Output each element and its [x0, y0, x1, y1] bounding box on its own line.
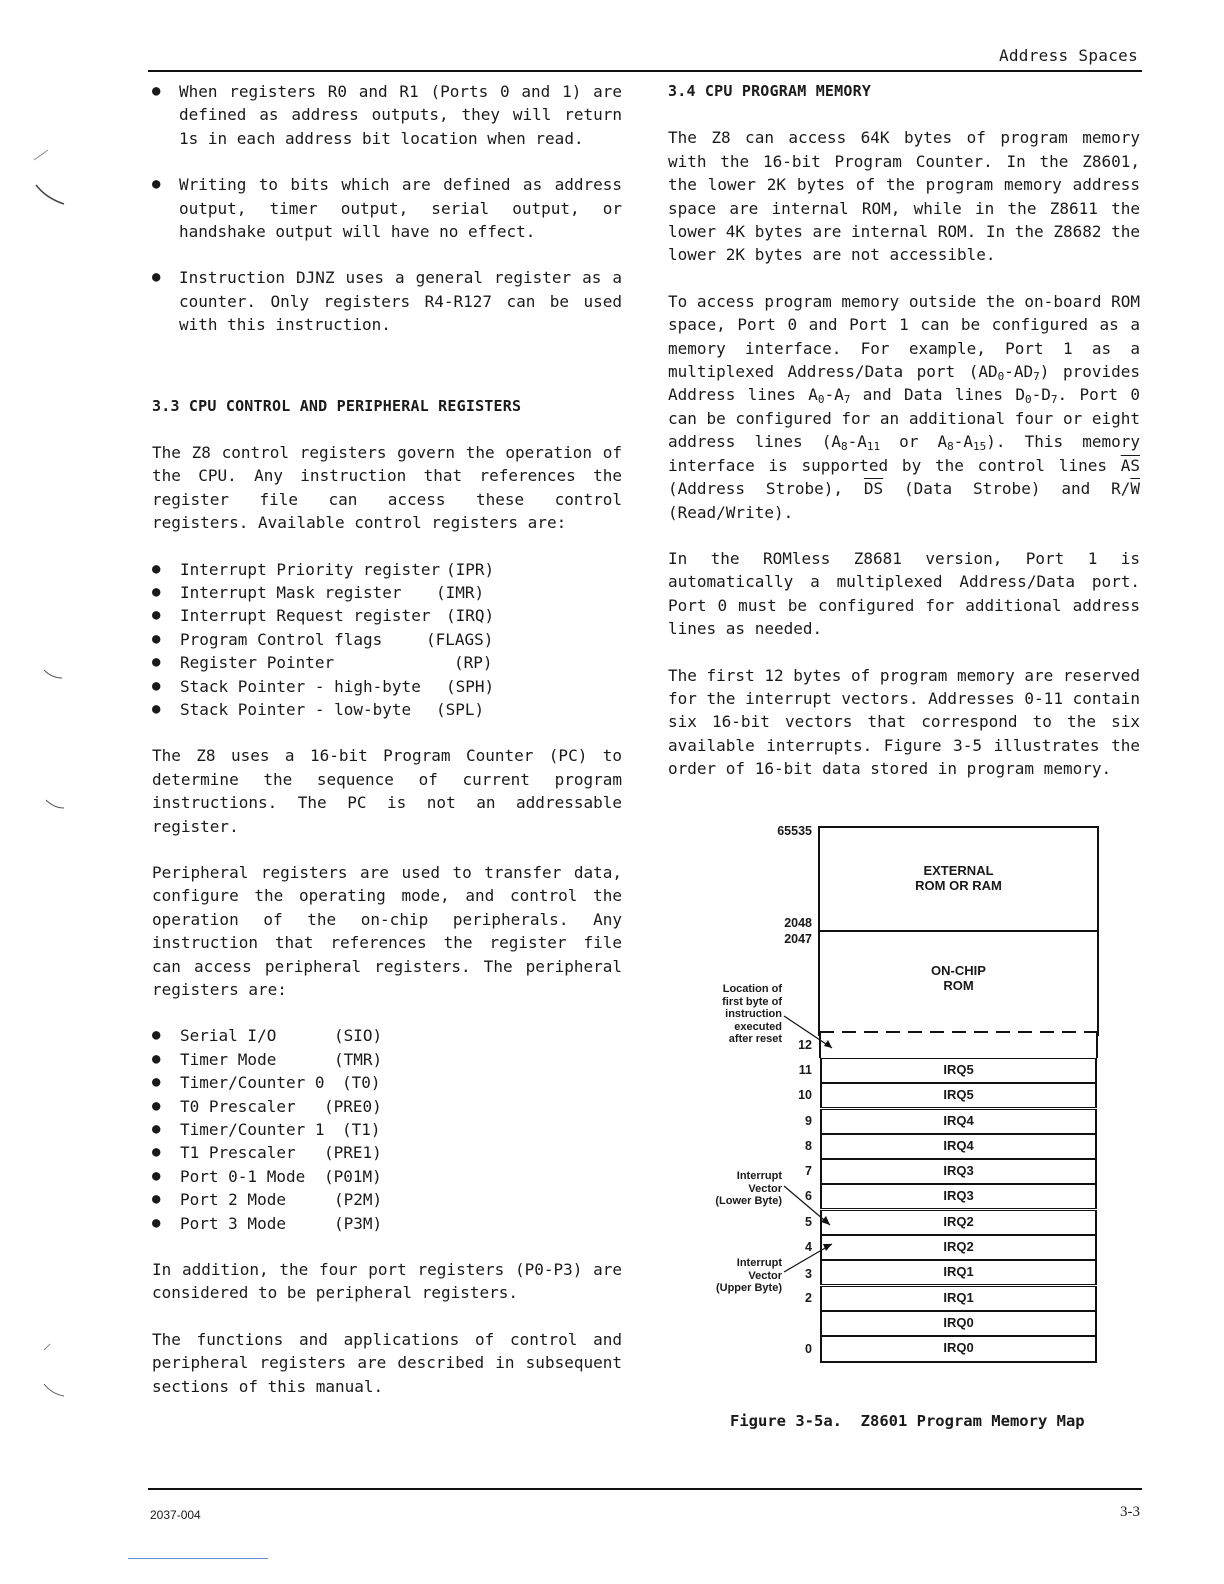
list-item: ● T1 Prescaler (PRE1)	[152, 1143, 382, 1163]
list-item: ● Stack Pointer - high-byte (SPH)	[152, 676, 495, 696]
address-label: 3	[805, 1267, 812, 1281]
address-label: 2047	[784, 932, 812, 946]
memory-cell: IRQ0	[820, 1336, 1097, 1363]
memory-cell: IRQ3	[820, 1184, 1097, 1209]
list-item: ● Stack Pointer - low-byte (SPL)	[152, 700, 485, 720]
paragraph-program-counter: The Z8 uses a 16-bit Program Counter (PC) to determine the sequence of current program instructions. The PC is not an addressable register.	[152, 746, 622, 836]
address-label: 0	[805, 1342, 812, 1356]
memory-cell: IRQ0	[820, 1311, 1097, 1336]
address-label: 8	[805, 1139, 812, 1153]
left-column	[152, 80, 622, 1398]
right-column	[668, 80, 1140, 781]
memory-cell: IRQ5	[820, 1058, 1097, 1083]
list-item: ● T0 Prescaler (PRE0)	[152, 1096, 382, 1116]
address-label: 2048	[784, 916, 812, 930]
section-heading-3-4: 3.4 CPU PROGRAM MEMORY	[668, 82, 872, 100]
address-label: 2	[805, 1291, 812, 1305]
paragraph-program-memory: The Z8 can access 64K bytes of program memory with the 16-bit Program Counter. In the Z8601, the lower 2K bytes of the program memory address space are internal ROM, while in the Z8611 the lower 4K bytes are internal ROM. In the Z8682 the lower 2K bytes are not accessible.	[668, 128, 1141, 265]
address-label: 11	[798, 1063, 812, 1077]
list-item: ● Interrupt Request register (IRQ)	[152, 606, 495, 626]
header-rule	[148, 70, 1142, 72]
paragraph-functions: The functions and applications of control and peripheral registers are described in subsequent sections of this manual.	[152, 1329, 622, 1396]
onchip-label: ON-CHIP ROM	[931, 963, 986, 993]
external-label: EXTERNAL ROM OR RAM	[915, 863, 1002, 893]
list-item: ● Instruction DJNZ uses a general register as a counter. Only registers R4-R127 can be used with this instruction.	[152, 268, 622, 335]
memory-cell: IRQ4	[820, 1109, 1097, 1134]
upper-byte-annotation: Interrupt Vector (Upper Byte)	[715, 1257, 782, 1295]
list-item: ● Register Pointer (RP)	[152, 653, 493, 673]
list-item: ● Interrupt Priority register (IPR)	[152, 559, 495, 579]
memory-cell: IRQ5	[820, 1083, 1097, 1108]
paragraph-port-registers: In addition, the four port registers (P0-P3) are considered to be peripheral registers.	[152, 1260, 622, 1303]
figure-caption: Figure 3-5a. Z8601 Program Memory Map	[730, 1412, 1085, 1430]
paragraph-control-registers: The Z8 control registers govern the operation of the CPU. Any instruction that references the register file can access these control registers. Available control registers are:	[152, 443, 622, 533]
paragraph-peripheral-registers: Peripheral registers are used to transfer data, configure the operating mode, and control the operation of the on-chip peripherals. Any instruction that references the register file can access peripheral registers. The peripheral registers are:	[152, 863, 622, 1000]
paragraph-romless: In the ROMless Z8681 version, Port 1 is automatically a multiplexed Address/Data port. Port 0 must be configured for additional address lines as needed.	[668, 548, 1140, 639]
list-item: ● Port 0-1 Mode (P01M)	[152, 1166, 382, 1186]
memory-cell: IRQ2	[820, 1235, 1097, 1260]
bullet-icon: ●	[152, 176, 161, 193]
address-label: 5	[805, 1215, 812, 1229]
section-heading-3-3: 3.3 CPU CONTROL AND PERIPHERAL REGISTERS	[152, 396, 522, 415]
peripheral-register-list	[152, 1024, 622, 1235]
bullet-icon: ●	[152, 83, 161, 99]
running-header: Address Spaces	[998, 46, 1138, 65]
list-item: ● Timer/Counter 1 (T1)	[152, 1120, 381, 1140]
address-label: 65535	[777, 824, 812, 838]
list-item: ● Port 2 Mode (P2M)	[152, 1190, 383, 1210]
list-item: ● When registers R0 and R1 (Ports 0 and 1) are defined as address outputs, they will return 1s in each address bit location when read.	[152, 82, 622, 148]
lower-byte-annotation: Interrupt Vector (Lower Byte)	[715, 1170, 782, 1208]
address-label: 4	[805, 1240, 812, 1254]
list-item: ● Serial I/O (SIO)	[152, 1026, 383, 1046]
paragraph-memory-interface: To access program memory outside the on-board ROM space, Port 0 and Port 1 can be configured as a memory interface. For example, Port 1 as a multiplexed Address/Data port $(AD_0-AD_7)$ provides Address lines $A_0-A_7$ and Data lines $D_0-D_7$. Port 0 can be configured for an additional four or eight address lines ($A_8-A_{11}$ or $A_8-A_{15}$). This memory interface is supported by the control lines $\overline{AS}$ (Address Strobe), $\overline{DS}$ (Data Strobe) and $R/\overline{W}$ (Read/Write).	[668, 291, 1141, 522]
list-item: ● Program Control flags (FLAGS)	[152, 629, 494, 649]
memory-cell: IRQ2	[820, 1210, 1097, 1235]
address-label: 7	[805, 1164, 812, 1178]
memory-cell: IRQ4	[820, 1134, 1097, 1159]
address-label: 9	[805, 1114, 812, 1128]
address-label: 10	[798, 1088, 812, 1102]
program-memory-map	[700, 820, 1110, 1380]
list-item: ● Timer/Counter 0 (T0)	[152, 1073, 381, 1093]
address-label: 6	[805, 1189, 812, 1203]
memory-cell: IRQ3	[820, 1159, 1097, 1184]
diagram-connectors	[700, 820, 1110, 1380]
memory-cell: IRQ1	[820, 1286, 1097, 1311]
list-item: ● Writing to bits which are defined as address output, timer output, serial output, or handshake output will have no effect.	[152, 175, 622, 242]
paragraph-interrupt-vectors: The first 12 bytes of program memory are reserved for the interrupt vectors. Addresses 0-11 contain six 16-bit vectors that correspond to the six available interrupts. Figure 3-5 illustrates the order of 16-bit data stored in program memory.	[668, 665, 1141, 779]
address-label: 12	[798, 1038, 812, 1052]
footer-doc-number: 2037-004	[150, 1508, 201, 1522]
list-item: ● Timer Mode (TMR)	[152, 1049, 383, 1069]
bottom-rule	[128, 1558, 268, 1559]
memory-cell: IRQ1	[820, 1260, 1097, 1285]
bullet-icon: ●	[152, 269, 161, 286]
footer-rule	[148, 1488, 1142, 1490]
footer-page-number: 3-3	[1120, 1504, 1140, 1520]
list-item: ● Interrupt Mask register (IMR)	[152, 583, 485, 603]
reset-annotation: Location of first byte of instruction executed after reset	[722, 983, 782, 1046]
margin-marks	[28, 140, 78, 1400]
control-register-list	[152, 558, 622, 722]
list-item: ● Port 3 Mode (P3M)	[152, 1213, 383, 1233]
